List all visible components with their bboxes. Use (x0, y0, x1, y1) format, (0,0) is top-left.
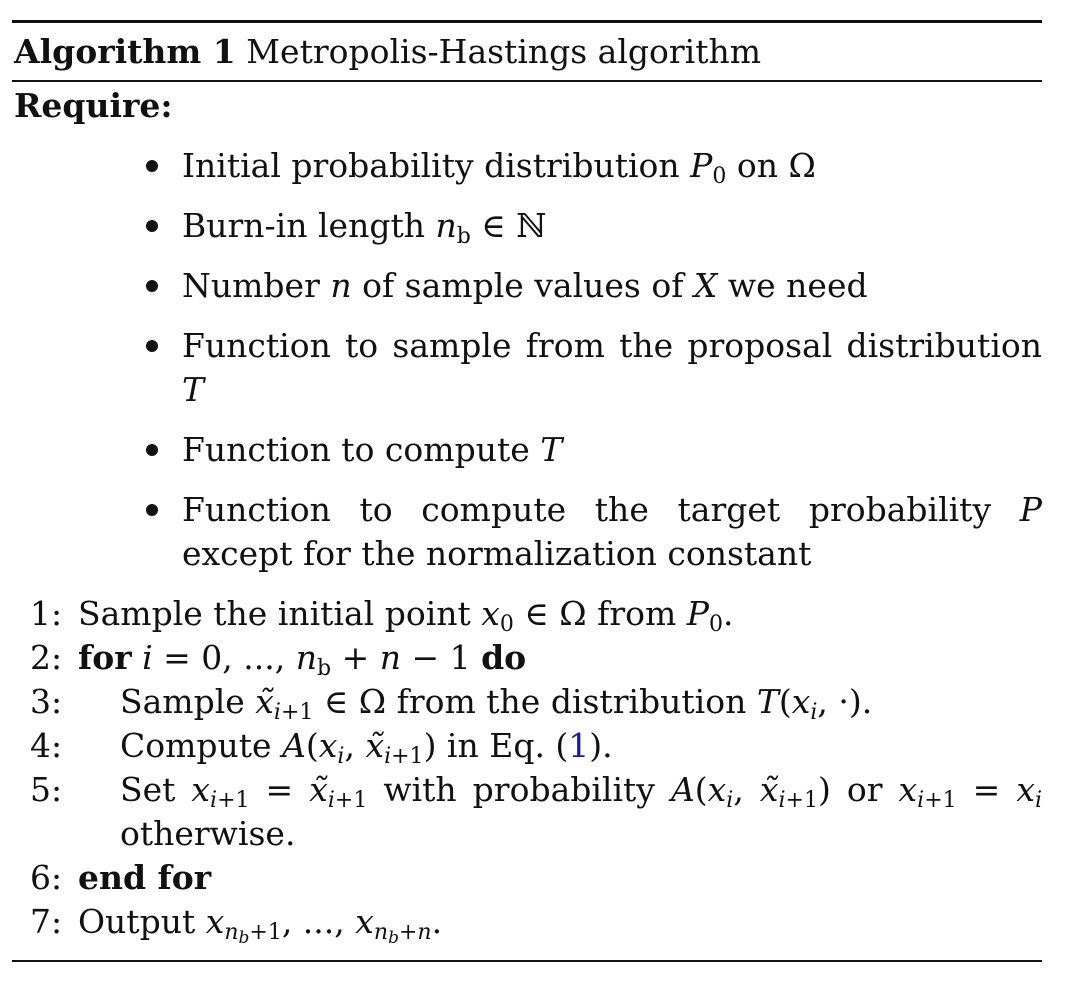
require-heading: Require: (14, 86, 173, 125)
keyword-do: do (481, 638, 527, 677)
step-number: 1: (30, 594, 63, 633)
bullet-icon (146, 280, 158, 292)
step-number: 4: (30, 726, 63, 765)
requirement-item: Number n of sample values of X we need (12, 264, 1042, 308)
keyword-end-for: end for (78, 858, 212, 897)
step-2: 2: for i = 0, ..., $n_b + n - 1$ do (30, 638, 527, 681)
algorithm-title: Metropolis-Hastings algorithm (246, 32, 762, 71)
step-1: 1: Sample the initial point $x_0$ ∈ Ω from $P_0$. (30, 594, 734, 637)
step-number: 7: (30, 902, 63, 941)
bullet-icon (146, 160, 158, 172)
equation-reference-link[interactable]: 1 (568, 726, 590, 765)
bullet-icon (146, 220, 158, 232)
bullet-icon (146, 340, 158, 352)
requirement-item: Function to compute T (12, 428, 1042, 472)
step-number: 5: (30, 770, 63, 809)
requirement-item: Function to sample from the proposal distribution T (12, 324, 1042, 412)
algorithm-block (12, 20, 1042, 948)
keyword-for: for (78, 638, 132, 677)
algorithm-caption (12, 23, 1042, 80)
bullet-icon (146, 504, 158, 516)
requirement-item: Burn-in length $n_b$ ∈ ℕ (12, 204, 1042, 248)
bottom-rule (12, 960, 1042, 962)
step-6 (12, 856, 1042, 900)
algorithm-steps (12, 592, 1042, 948)
requirement-item: Function to compute the target probability P except for the normalization constant (12, 488, 1042, 576)
step-4: 4: Compute $A(x_i$, $x̃_{i+1}$) in Eq. (1). (30, 726, 613, 769)
requirements-list (12, 144, 1042, 576)
step-number: 3: (30, 682, 63, 721)
requirement-item: Initial probability distribution $P_0$ on Ω (12, 144, 1042, 188)
step-3: 3: Sample $x̃_{i+1}$ ∈ Ω from the distribution $T(x_i$, ·). (30, 682, 873, 725)
step-number: 6: (30, 858, 63, 897)
bullet-icon (146, 444, 158, 456)
step-5: 5: Set $x_{i+1}$ = $x̃_{i+1}$ with probability $A(x_i$, $x̃_{i+1}$) or $x_{i+1} = x_i$ otherwise. (30, 770, 1042, 853)
step-number: 2: (30, 638, 63, 677)
algorithm-label: Algorithm 1 (14, 32, 236, 71)
step-7: 7: Output $x_{n_b+1}$, ..., $x_{n_b+n}$. (30, 902, 443, 948)
